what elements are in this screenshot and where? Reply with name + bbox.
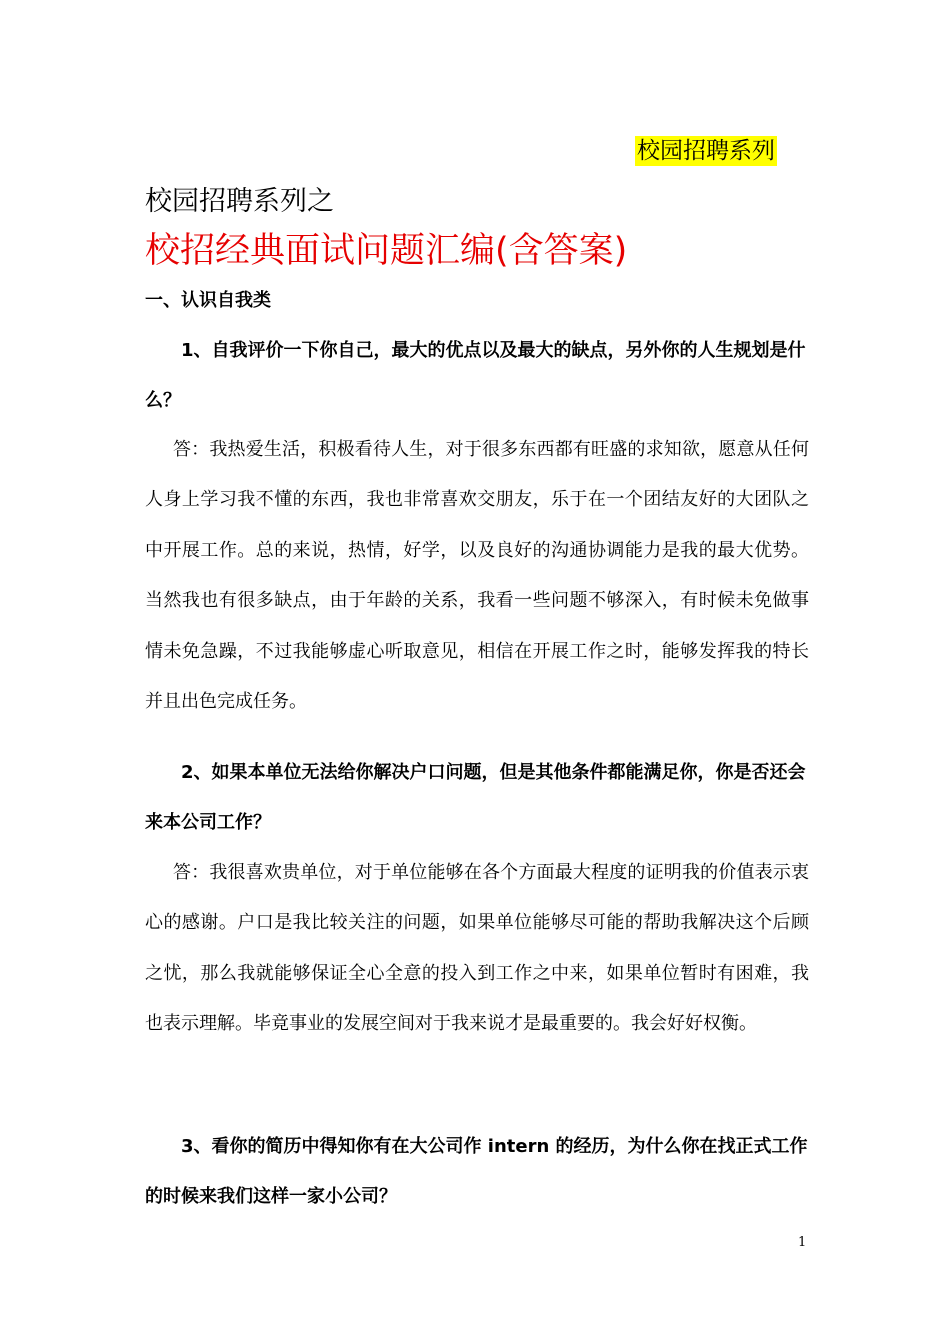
answer-1: 答：我热爱生活，积极看待人生，对于很多东西都有旺盛的求知欲，愿意从任何人身上学习我不懂的东西，我也非常喜欢交朋友，乐于在一个团结友好的大团队之中开展工作。总的来说，热情，好学，以及良好的沟通协调能力是我的最大优势。当然我也有很多缺点，由于年龄的关系，我看一些问题不够深入，有时候未免做事情未免急躁，不过我能够虚心听取意见，相信在开展工作之时，能够发挥我的特长并且出色完成任务。 xyxy=(145,439,809,713)
section-heading: 一、认识自我类 xyxy=(145,290,271,311)
question-3: 3、看你的简历中得知你有在大公司作 intern 的经历，为什么你在找正式工作的时候来我们这样一家小公司？ xyxy=(145,1136,808,1208)
document-subtitle: 校园招聘系列之 xyxy=(145,186,334,217)
document-title: 校招经典面试问题汇编(含答案) xyxy=(145,231,628,271)
series-tag-highlight: 校园招聘系列 xyxy=(637,138,775,164)
question-1: 1、自我评价一下你自己，最大的优点以及最大的缺点，另外你的人生规划是什么？ xyxy=(145,340,806,412)
answer-2: 答：我很喜欢贵单位，对于单位能够在各个方面最大程度的证明我的价值表示衷心的感谢。户口是我比较关注的问题，如果单位能够尽可能的帮助我解决这个后顾之忧，那么我就能够保证全心全意的投入到工作之中来，如果单位暂时有困难，我也表示理解。毕竟事业的发展空间对于我来说才是最重要的。我会好好权衡。 xyxy=(145,862,809,1035)
question-2: 2、如果本单位无法给你解决户口问题，但是其他条件都能满足你，你是否还会来本公司工作？ xyxy=(145,762,806,834)
page-number: 1 xyxy=(798,1235,807,1250)
